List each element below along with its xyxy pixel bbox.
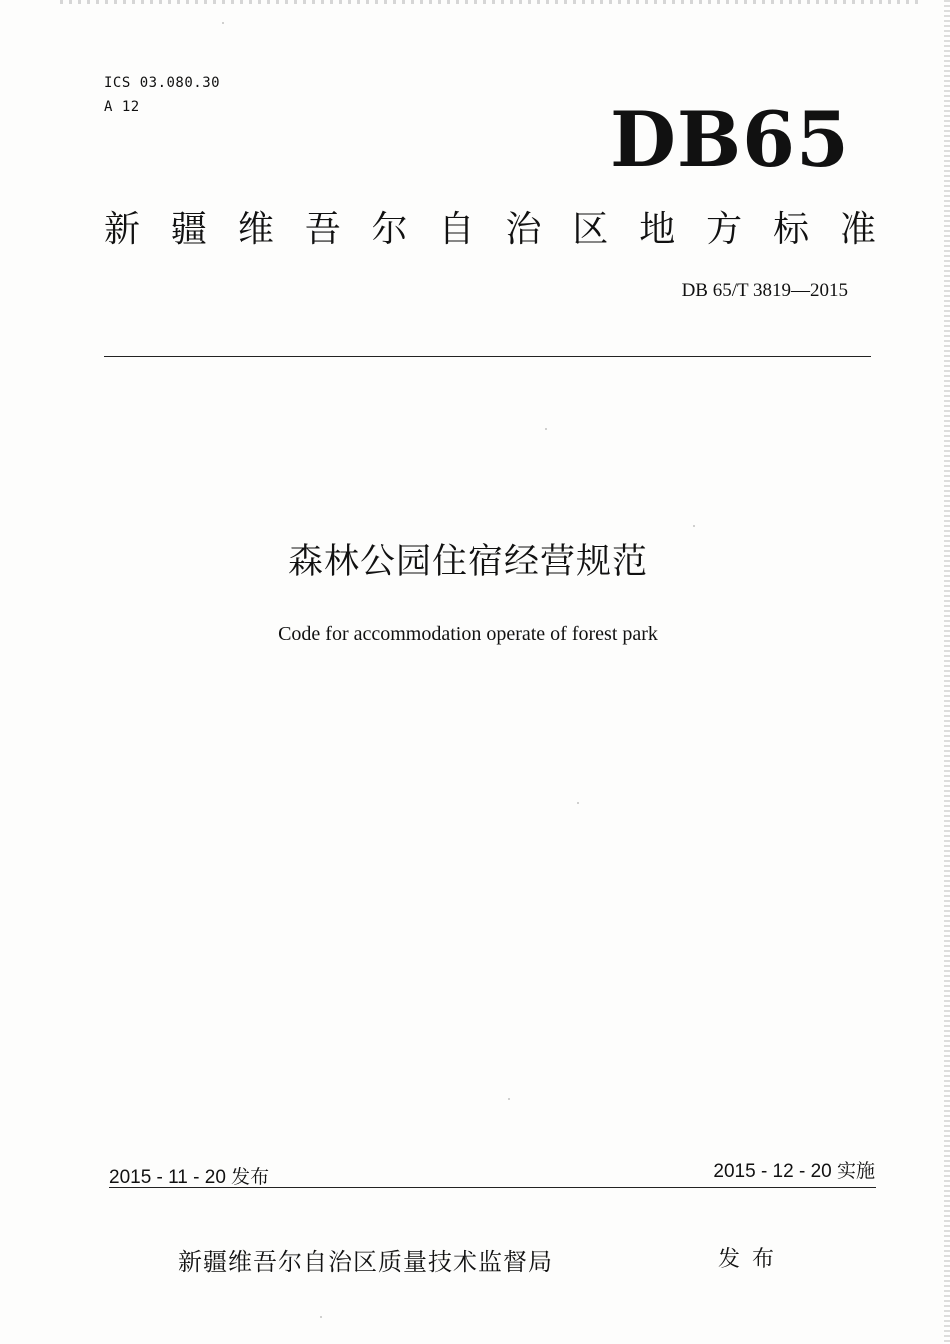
issuing-authority: 新疆维吾尔自治区质量技术监督局	[178, 1248, 553, 1276]
scan-speck	[545, 428, 547, 430]
scan-edge-top	[60, 0, 920, 4]
classification-codes	[104, 71, 220, 119]
standard-type-char: 准	[839, 209, 876, 250]
scan-speck	[508, 1098, 510, 1100]
top-divider	[104, 356, 871, 357]
standard-type-char: 尔	[371, 209, 408, 250]
standard-type-char: 维	[237, 209, 274, 250]
scan-edge-right	[944, 0, 950, 1344]
standard-type-char: 疆	[170, 209, 207, 250]
standard-number: DB 65/T 3819—2015	[681, 280, 848, 301]
publish-date: 2015 - 11 - 20 发布	[109, 1167, 270, 1188]
ccs-code: A 12	[104, 99, 140, 115]
db-logo: DB65	[610, 95, 850, 184]
standard-type-char: 方	[706, 209, 743, 250]
standard-type-char: 标	[773, 209, 810, 250]
implementation-date: 2015 - 12 - 20 实施	[713, 1161, 875, 1182]
standard-type-heading	[104, 202, 876, 258]
document-title-chinese: 森林公园住宿经营规范	[287, 542, 648, 582]
ics-code: ICS 03.080.30	[104, 75, 221, 91]
standard-type-char: 新	[104, 209, 141, 250]
standard-type-char: 区	[572, 209, 609, 250]
scan-speck	[320, 1316, 322, 1318]
standard-type-char: 吾	[304, 209, 341, 250]
issue-label: 发布	[718, 1247, 787, 1272]
standard-type-char: 治	[505, 209, 542, 250]
standard-type-char: 自	[438, 209, 475, 250]
scan-speck	[577, 802, 579, 804]
scan-speck	[693, 525, 695, 527]
bottom-divider	[109, 1187, 876, 1188]
scan-speck	[222, 22, 224, 24]
standard-type-char: 地	[639, 209, 676, 250]
document-title-english: Code for accommodation operate of forest park	[278, 623, 658, 645]
